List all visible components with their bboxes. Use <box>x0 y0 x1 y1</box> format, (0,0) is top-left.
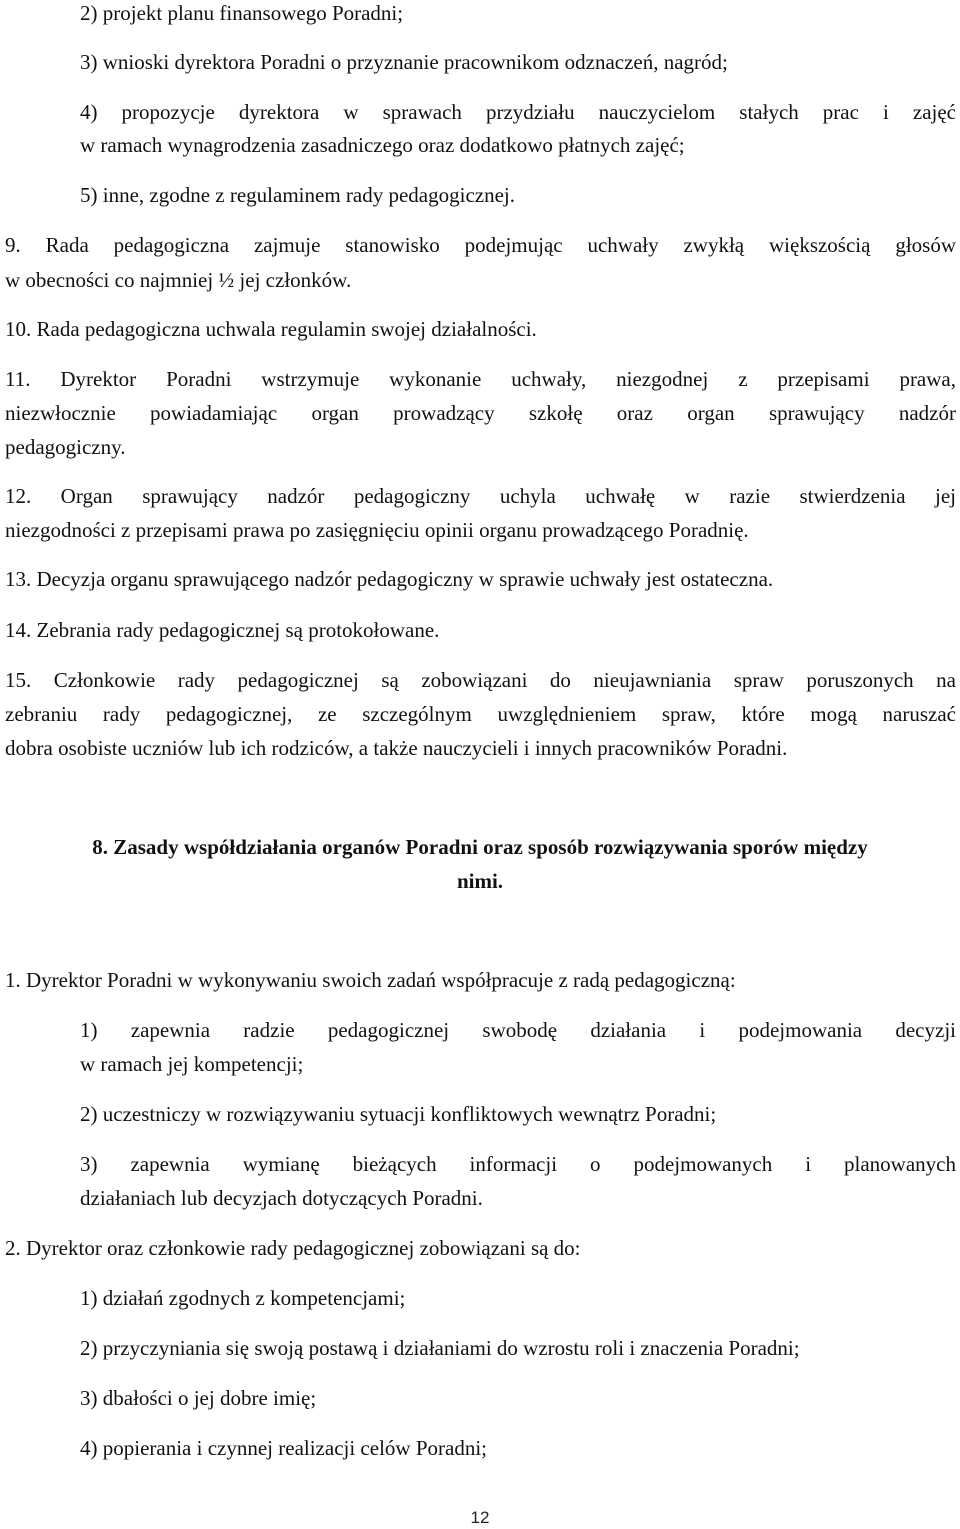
paragraph-15-line-1: 15. Członkowie rady pedagogicznej są zobowiązani do nieujawniania spraw poruszonych na <box>5 668 956 692</box>
paragraph-15-line-2: zebraniu rady pedagogicznej, ze szczególnym uwzględnieniem spraw, które mogą naruszać <box>5 702 956 726</box>
paragraph-14: 14. Zebrania rady pedagogicznej są protokołowane. <box>5 618 440 642</box>
section8-item-2-1: 1) działań zgodnych z kompetencjami; <box>80 1286 406 1310</box>
section8-item-1: 1. Dyrektor Poradni w wykonywaniu swoich zadań współpracuje z radą pedagogiczną: <box>5 968 736 992</box>
page-number: 12 <box>470 1508 490 1527</box>
section8-item-1-1-line-2: w ramach jej kompetencji; <box>80 1052 304 1076</box>
list-item-2: 2) projekt planu finansowego Poradni; <box>80 1 404 25</box>
list-item-4-line-1: 4) propozycje dyrektora w sprawach przydziału nauczycielom stałych prac i zajęć <box>80 100 956 124</box>
section8-item-2: 2. Dyrektor oraz członkowie rady pedagogicznej zobowiązani są do: <box>5 1236 581 1260</box>
paragraph-9-line-1: 9. Rada pedagogiczna zajmuje stanowisko podejmując uchwały zwykłą większością głosów <box>5 233 956 257</box>
paragraph-12-line-2: niezgodności z przepisami prawa po zasięgnięciu opinii organu prowadzącego Poradnię. <box>5 518 749 542</box>
list-item-4-line-2: w ramach wynagrodzenia zasadniczego oraz dodatkowo płatnych zajęć; <box>80 133 685 157</box>
list-item-3: 3) wnioski dyrektora Poradni o przyznanie pracownikom odznaczeń, nagród; <box>80 50 728 74</box>
paragraph-11-line-1: 11. Dyrektor Poradni wstrzymuje wykonanie uchwały, niezgodnej z przepisami prawa, <box>5 367 956 391</box>
section8-item-2-2: 2) przyczyniania się swoją postawą i działaniami do wzrostu roli i znaczenia Poradni; <box>80 1336 800 1360</box>
section-heading-line-2: nimi. <box>456 869 504 893</box>
paragraph-13: 13. Decyzja organu sprawującego nadzór pedagogiczny w sprawie uchwały jest ostateczna. <box>5 567 774 591</box>
paragraph-9-line-2: w obecności co najmniej ½ jej członków. <box>5 268 352 292</box>
section8-item-1-3-line-2: działaniach lub decyzjach dotyczących Poradni. <box>80 1186 483 1210</box>
list-item-5: 5) inne, zgodne z regulaminem rady pedagogicznej. <box>80 183 515 207</box>
section-heading-line-1: 8. Zasady współdziałania organów Poradni oraz sposób rozwiązywania sporów między <box>92 835 868 859</box>
paragraph-11-line-3: pedagogiczny. <box>5 435 126 459</box>
paragraph-10: 10. Rada pedagogiczna uchwala regulamin swojej działalności. <box>5 317 537 341</box>
section8-item-1-3-line-1: 3) zapewnia wymianę bieżących informacji o podejmowanych i planowanych <box>80 1152 956 1176</box>
section8-item-1-2: 2) uczestniczy w rozwiązywaniu sytuacji konfliktowych wewnątrz Poradni; <box>80 1102 717 1126</box>
paragraph-12-line-1: 12. Organ sprawujący nadzór pedagogiczny uchyla uchwałę w razie stwierdzenia jej <box>5 484 956 508</box>
section8-item-2-3: 3) dbałości o jej dobre imię; <box>80 1386 317 1410</box>
paragraph-11-line-2: niezwłocznie powiadamiając organ prowadzący szkołę oraz organ sprawujący nadzór <box>5 401 956 425</box>
section8-item-2-4: 4) popierania i czynnej realizacji celów Poradni; <box>80 1436 487 1460</box>
paragraph-15-line-3: dobra osobiste uczniów lub ich rodziców, a także nauczycieli i innych pracowników Poradni. <box>5 736 788 760</box>
section8-item-1-1-line-1: 1) zapewnia radzie pedagogicznej swobodę działania i podejmowania decyzji <box>80 1018 956 1042</box>
